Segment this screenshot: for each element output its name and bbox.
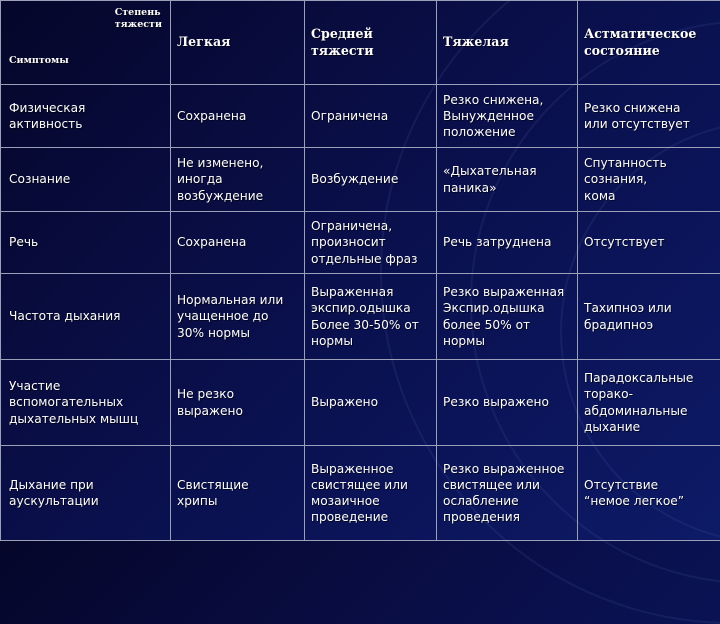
row-label-auscultation: Дыхание при аускультации (1, 446, 171, 541)
table-cell: Не изменено, иногда возбуждение (171, 148, 305, 212)
table-cell: Отсутствие “немое легкое” (578, 446, 720, 541)
table-cell: Свистящие хрипы (171, 446, 305, 541)
table-row (1, 148, 720, 212)
corner-header-cell (1, 1, 171, 85)
table-cell: Резко выраженное свистящее или ослабление проведения (437, 446, 578, 541)
table-cell: Спутанность сознания, кома (578, 148, 720, 212)
column-header-severe: Тяжелая (437, 1, 578, 85)
column-header-moderate: Средней тяжести (305, 1, 437, 85)
row-label-physical-activity: Физическая активность (1, 85, 171, 148)
table-cell: Резко снижена, Вынужденное положение (437, 85, 578, 148)
column-header-mild: Легкая (171, 1, 305, 85)
table-cell: Выраженное свистящее или мозаичное проведение (305, 446, 437, 541)
table-cell: Не резко выражено (171, 360, 305, 446)
header-row (1, 1, 720, 85)
table-cell: Резко выражено (437, 360, 578, 446)
table-cell: Выраженная экспир.одышка Более 30-50% от нормы (305, 274, 437, 360)
table-cell: Выражено (305, 360, 437, 446)
table-cell: Резко выраженная Экспир.одышка более 50% от нормы (437, 274, 578, 360)
table-cell: Возбуждение (305, 148, 437, 212)
table-cell: Нормальная или учащенное до 30% нормы (171, 274, 305, 360)
row-label-respiratory-rate: Частота дыхания (1, 274, 171, 360)
table-cell: Тахипноэ или брадипноэ (578, 274, 720, 360)
row-label-consciousness: Сознание (1, 148, 171, 212)
table-row (1, 274, 720, 360)
table-row (1, 212, 720, 274)
table-cell: Сохранена (171, 212, 305, 274)
table-cell: Речь затруднена (437, 212, 578, 274)
table-row (1, 85, 720, 148)
table-cell: Отсутствует (578, 212, 720, 274)
table-row (1, 446, 720, 541)
table-cell: Парадоксальные торако- абдоминальные дыхание (578, 360, 720, 446)
row-label-accessory-muscles: Участие вспомогательных дыхательных мышц (1, 360, 171, 446)
column-header-status-asthmaticus: Астматическое состояние (578, 1, 720, 85)
severity-degree-label: Степень тяжести (115, 7, 162, 31)
row-label-speech: Речь (1, 212, 171, 274)
table-cell: «Дыхательная паника» (437, 148, 578, 212)
table-cell: Резко снижена или отсутствует (578, 85, 720, 148)
table-cell: Ограничена, произносит отдельные фраз (305, 212, 437, 274)
symptoms-label: Симптомы (9, 55, 69, 68)
table-cell: Ограничена (305, 85, 437, 148)
table-cell: Сохранена (171, 85, 305, 148)
table-row (1, 360, 720, 446)
